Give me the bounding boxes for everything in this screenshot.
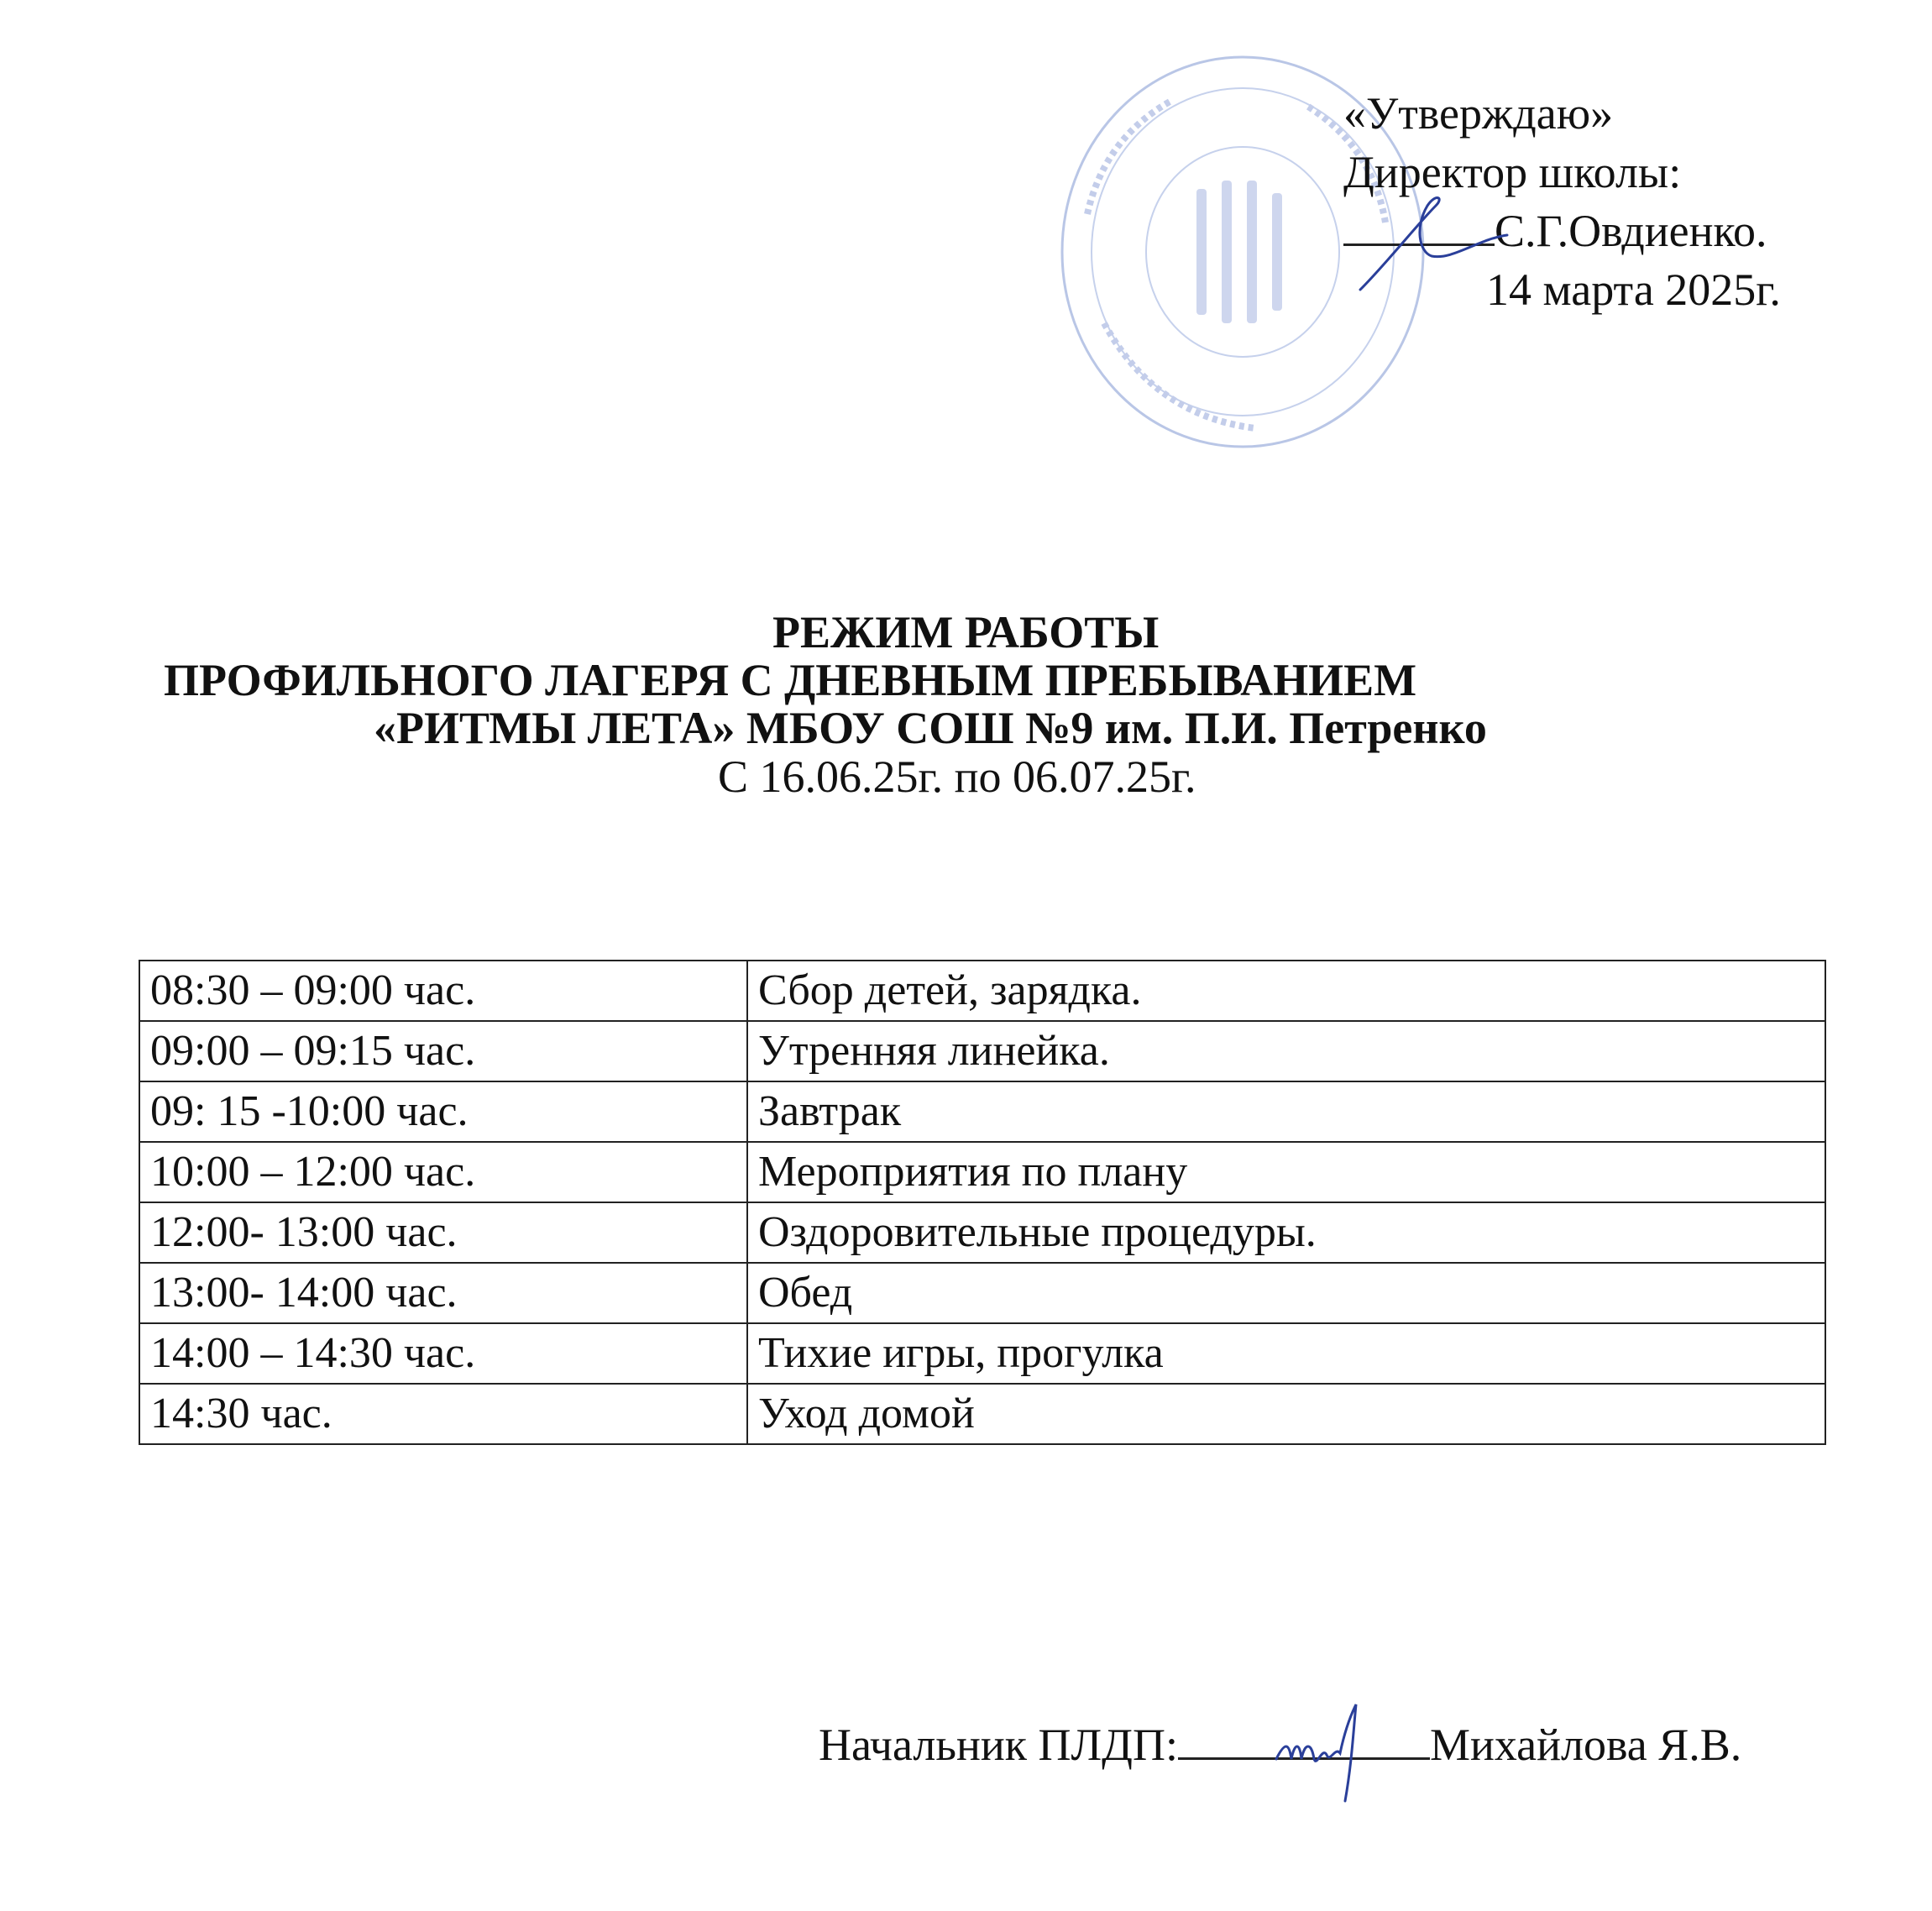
approval-date: 14 марта 2025г. xyxy=(1486,264,1781,315)
schedule-table xyxy=(139,960,1826,1445)
table-row xyxy=(139,1021,1825,1081)
time-cell: 09:00 – 09:15 час. xyxy=(139,1021,747,1081)
title-line-2: ПРОФИЛЬНОГО ЛАГЕРЯ С ДНЕВНЫМ ПРЕБЫВАНИЕМ xyxy=(164,655,1417,705)
director-position: Директор школы: xyxy=(1343,147,1682,197)
activity-cell: Завтрак xyxy=(747,1081,1825,1142)
activity-cell: Мероприятия по плану xyxy=(747,1142,1825,1202)
activity-cell: Обед xyxy=(747,1263,1825,1323)
table-row xyxy=(139,1202,1825,1263)
time-cell: 08:30 – 09:00 час. xyxy=(139,961,747,1021)
title-line-3: «РИТМЫ ЛЕТА» МБОУ СОШ №9 им. П.И. Петренко xyxy=(374,703,1487,753)
activity-cell: Сбор детей, зарядка. xyxy=(747,961,1825,1021)
table-row xyxy=(139,1323,1825,1384)
director-name: С.Г.Овдиенко. xyxy=(1495,206,1767,256)
time-cell: 13:00- 14:00 час. xyxy=(139,1263,747,1323)
table-row xyxy=(139,1081,1825,1142)
table-row xyxy=(139,1384,1825,1444)
activity-cell: Тихие игры, прогулка xyxy=(747,1323,1825,1384)
head-position: Начальник ПЛДП: xyxy=(819,1720,1178,1770)
time-cell: 14:00 – 14:30 час. xyxy=(139,1323,747,1384)
approval-heading: «Утверждаю» xyxy=(1343,88,1614,139)
director-signature xyxy=(1352,189,1520,298)
activity-cell: Утренняя линейка. xyxy=(747,1021,1825,1081)
table-row xyxy=(139,961,1825,1021)
activity-cell: Оздоровительные процедуры. xyxy=(747,1202,1825,1263)
table-row xyxy=(139,1142,1825,1202)
time-cell: 14:30 час. xyxy=(139,1384,747,1444)
head-name: Михайлова Я.В. xyxy=(1429,1720,1742,1770)
head-signature xyxy=(1268,1696,1385,1814)
activity-cell: Уход домой xyxy=(747,1384,1825,1444)
time-cell: 10:00 – 12:00 час. xyxy=(139,1142,747,1202)
title-period: С 16.06.25г. по 06.07.25г. xyxy=(718,751,1196,802)
title-line-1: РЕЖИМ РАБОТЫ xyxy=(772,607,1160,657)
table-row xyxy=(139,1263,1825,1323)
time-cell: 09: 15 -10:00 час. xyxy=(139,1081,747,1142)
time-cell: 12:00- 13:00 час. xyxy=(139,1202,747,1263)
